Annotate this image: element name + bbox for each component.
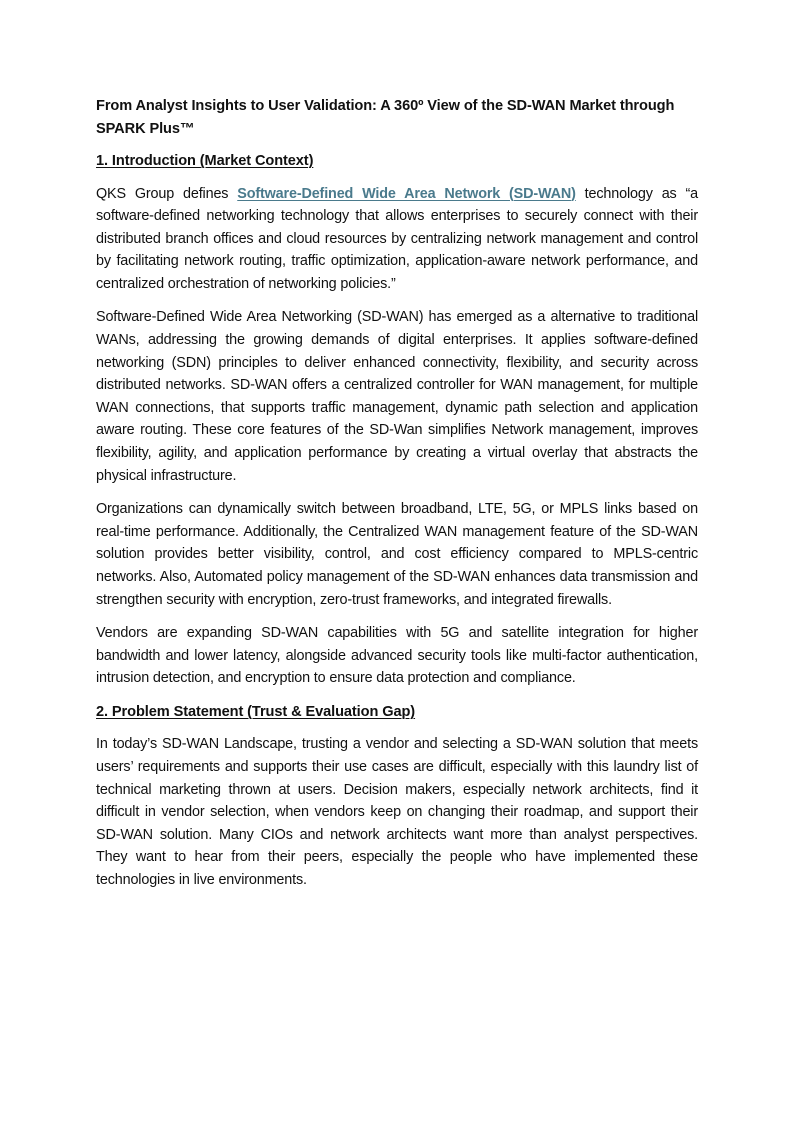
paragraph-trust-gap: In today’s SD-WAN Landscape, trusting a vendor and selecting a SD-WAN solution that meets users’ requirements and supports their use cases are difficult, especially with this laundry list of technical marketing thrown at users. Decision makers, especially network architects, find it difficult in vendor selection, when vendors keep on changing their roadmap, and support their SD-WAN solution. Many CIOs and network architects want more than analyst perspectives. They want to hear from their peers, especially the people who have implemented these technologies in live environments. [96, 736, 698, 889]
document-page [96, 95, 698, 903]
section-heading-problem-statement: 2. Problem Statement (Trust & Evaluation Gap) [96, 703, 416, 720]
paragraph-sd-wan-overview: Software-Defined Wide Area Networking (SD-WAN) has emerged as a alternative to traditional WANs, addressing the growing demands of digital enterprises. It applies software-defined networking (SDN) principles to deliver enhanced connectivity, flexibility, and security across distributed networks. SD-WAN offers a centralized controller for WAN management, for multiple WAN connections, that supports traffic management, dynamic path selection and application aware routing. These core features of the SD-Wan simplifies Network management, improves flexibility, agility, and application performance by creating a virtual overlay that abstracts the physical infrastructure. [96, 309, 698, 484]
section-heading-introduction: 1. Introduction (Market Context) [96, 153, 314, 169]
paragraph-vendor-capabilities: Vendors are expanding SD-WAN capabilities with 5G and satellite integration for higher bandwidth and lower latency, alongside advanced security tools like multi-factor authentication, intrusion detection, and encryption to ensure data protection and compliance. [96, 625, 698, 687]
sd-wan-definition-link[interactable]: Software-Defined Wide Area Network (SD-WAN) [237, 185, 576, 202]
paragraph-definition [96, 183, 698, 296]
definition-prefix: QKS Group defines [96, 185, 238, 202]
paragraph-link-switching: Organizations can dynamically switch between broadband, LTE, 5G, or MPLS links based on real-time performance. Additionally, the Centralized WAN management feature of the SD-WAN solution provides better visibility, control, and cost efficiency compared to MPLS-centric networks. Also, Automated policy management of the SD-WAN enhances data transmission and strengthen security with encryption, zero-trust frameworks, and integrated firewalls. [96, 501, 698, 608]
document-title: From Analyst Insights to User Validation: A 360º View of the SD-WAN Market through SPARK Plus™ [96, 98, 675, 137]
definition-suffix: technology as “a software-defined networking technology that allows enterprises to securely connect with their distributed branch offices and cloud resources by centralizing network management and control by facilitating network routing, traffic optimization, application-aware network performance, and centralized orchestration of networking policies.” [96, 185, 698, 292]
